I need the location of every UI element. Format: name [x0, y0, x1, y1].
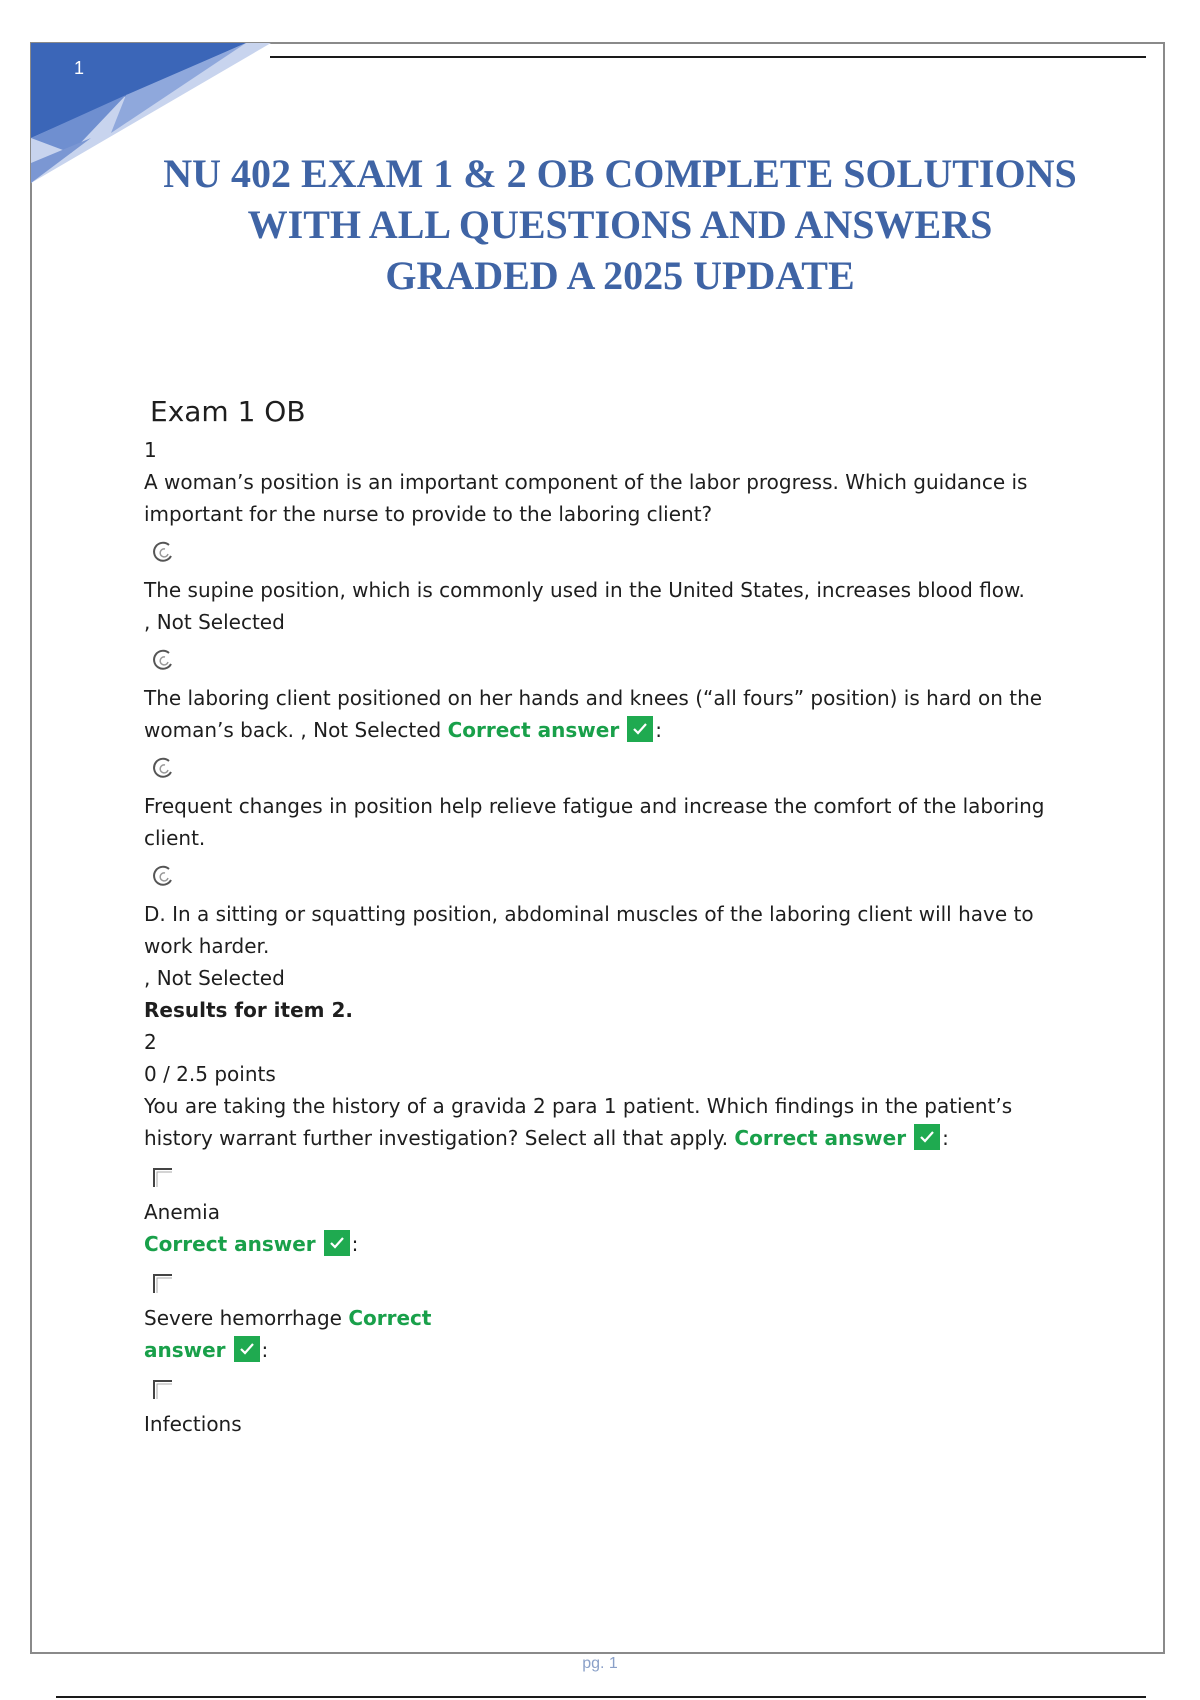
- question-1-text: A woman’s position is an important component of the labor progress. Which guidance is important for the nurse to provide to the laboring client?: [144, 470, 1028, 526]
- checkmark-icon: [328, 1234, 346, 1252]
- correct-answer-label: Correct answer: [144, 1232, 316, 1256]
- checkbox-infections[interactable]: [152, 1378, 174, 1400]
- option-d-text: D. In a sitting or squatting position, abdominal muscles of the laboring client will have to work harder.: [144, 902, 1034, 958]
- question-2-points: 0 / 2.5 points: [144, 1062, 276, 1086]
- radio-option-b[interactable]: [152, 648, 176, 672]
- option-a-text: The supine position, which is commonly used in the United States, increases blood flow.: [144, 578, 1025, 602]
- option-b-text: The laboring client positioned on her hands and knees (“all fours” position) is hard on the woman’s back. , Not Selected: [144, 686, 1043, 742]
- check-badge: [234, 1336, 260, 1362]
- correct-word: Correct: [348, 1306, 432, 1330]
- option-severe-hemorrhage-line: [144, 1302, 1074, 1334]
- radio-icon: [152, 648, 176, 672]
- checkbox-icon: [152, 1167, 174, 1189]
- colon: :: [261, 1338, 269, 1362]
- question-2-line: [144, 1090, 1074, 1154]
- radio-icon: [152, 540, 176, 564]
- page-number-badge: 1: [74, 58, 85, 78]
- checkbox-icon: [152, 1273, 174, 1295]
- checkbox-anemia[interactable]: [152, 1166, 174, 1188]
- colon: :: [655, 718, 662, 742]
- checkbox-icon: [152, 1379, 174, 1401]
- title-line-1: NU 402 EXAM 1 & 2 OB COMPLETE SOLUTIONS: [163, 151, 1077, 196]
- checkbox-severe-hemorrhage[interactable]: [152, 1272, 174, 1294]
- option-infections: Infections: [144, 1412, 242, 1436]
- question-2-number: 2: [144, 1030, 157, 1054]
- colon: :: [942, 1126, 949, 1150]
- document-title: [100, 148, 1140, 301]
- colon: :: [351, 1232, 359, 1256]
- checkmark-icon: [631, 720, 649, 738]
- correct-answer-label: Correct answer: [447, 718, 620, 742]
- question-2-text: You are taking the history of a gravida 2 para 1 patient. Which findings in the patient’s history warrant further investigation? Select all that apply.: [144, 1094, 1013, 1150]
- option-anemia: Anemia: [144, 1200, 220, 1224]
- option-a-status: , Not Selected: [144, 610, 285, 634]
- footer-rule: [56, 1696, 1146, 1698]
- title-line-2: WITH ALL QUESTIONS AND ANSWERS: [247, 202, 993, 247]
- radio-option-c[interactable]: [152, 756, 176, 780]
- title-line-3: GRADED A 2025 UPDATE: [385, 253, 855, 298]
- question-1-number: 1: [144, 438, 157, 462]
- radio-option-a[interactable]: [152, 540, 176, 564]
- severe-hemorrhage-correct-line: [144, 1334, 1074, 1366]
- option-severe-hemorrhage: Severe hemorrhage: [144, 1306, 342, 1330]
- document-body: [144, 392, 1074, 1440]
- check-badge: [627, 716, 653, 742]
- header-rule: [270, 56, 1146, 58]
- radio-option-d[interactable]: [152, 864, 176, 888]
- radio-icon: [152, 756, 176, 780]
- check-badge: [324, 1230, 350, 1256]
- option-c-text: Frequent changes in position help relieve fatigue and increase the comfort of the laboring client.: [144, 794, 1045, 850]
- results-label: Results for item 2.: [144, 998, 353, 1022]
- anemia-correct-line: [144, 1228, 1074, 1260]
- radio-icon: [152, 864, 176, 888]
- answer-word: answer: [144, 1338, 226, 1362]
- option-b-line: [144, 682, 1074, 746]
- checkmark-icon: [238, 1340, 256, 1358]
- correct-answer-label: Correct answer: [734, 1126, 907, 1150]
- check-badge: [914, 1124, 940, 1150]
- checkmark-icon: [918, 1128, 936, 1146]
- option-d-status: , Not Selected: [144, 966, 285, 990]
- page-footer: pg. 1: [582, 1655, 618, 1672]
- exam-heading: Exam 1 OB: [150, 395, 306, 428]
